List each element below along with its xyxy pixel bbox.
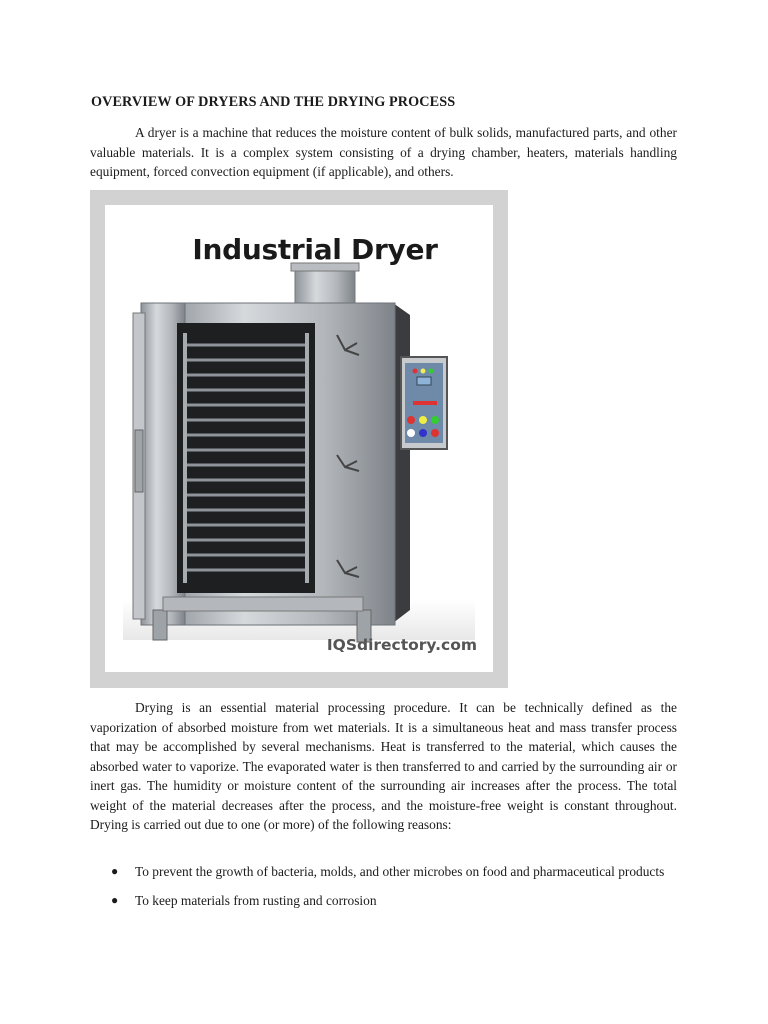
list-item (90, 891, 677, 910)
dryer-side-panel (393, 303, 410, 623)
list-item (90, 862, 677, 881)
section-heading: OVERVIEW OF DRYERS AND THE DRYING PROCESS (91, 94, 456, 110)
industrial-dryer-illustration (105, 205, 493, 672)
reasons-list (90, 862, 677, 920)
drying-paragraph: Drying is an essential material processing procedure. It can be technically defined as the vaporization of absorbed moisture from wet materials. It is a simultaneous heat and mass transfer process that may be accomplished by several mechanisms. Heat is transferred to the material, which causes the absorbed water to vaporize. The evaporated water is then transferred to and carried by the surrounding air or inert gas. The humidity or moisture content of the surrounding air increases after the process. The total weight of the material decreases after the process, and the moisture-free weight is constant throughout. Drying is carried out due to one (or more) of the following reasons: (90, 700, 677, 832)
list-item-text: To keep materials from rusting and corrosion (135, 893, 377, 908)
intro-paragraph: A dryer is a machine that reduces the moisture content of bulk solids, manufactured parts, and other valuable materials. It is a complex system consisting of a drying chamber, heaters, materials handling equipment, forced convection equipment (if applicable), and others. (90, 125, 677, 179)
figure-source-watermark: IQSdirectory.com (326, 636, 477, 654)
dryer-figure (90, 190, 508, 688)
figure-title: Industrial Dryer (192, 233, 438, 266)
bullet-icon: ● (111, 864, 119, 878)
drying-chamber (177, 323, 315, 593)
list-item-text: To prevent the growth of bacteria, molds, and other microbes on food and pharmaceutical products (135, 864, 665, 879)
dryer-leg-left (153, 610, 167, 640)
bullet-icon: ● (111, 893, 119, 907)
dryer-figure-canvas (105, 205, 493, 672)
